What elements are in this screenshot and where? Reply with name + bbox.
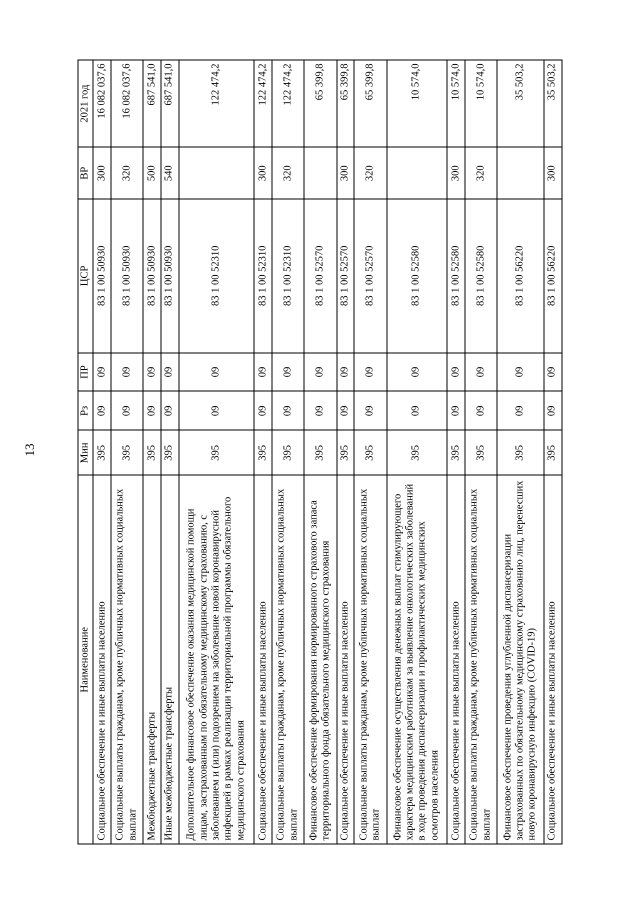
cell-min: 395 xyxy=(337,430,355,475)
cell-amount: 65 399,8 xyxy=(354,60,386,147)
cell-pr: 09 xyxy=(272,353,304,392)
header-rz: Рз xyxy=(78,391,93,430)
cell-pr: 09 xyxy=(447,353,465,392)
header-pr: ПР xyxy=(78,353,93,392)
cell-csr: 83 1 00 52580 xyxy=(447,199,465,353)
cell-amount: 65 399,8 xyxy=(337,60,355,147)
cell-rz: 09 xyxy=(337,391,355,430)
cell-pr: 09 xyxy=(93,353,111,392)
budget-table xyxy=(78,60,563,845)
header-vr: ВР xyxy=(78,147,93,199)
cell-vr xyxy=(497,147,544,199)
cell-rz: 09 xyxy=(179,391,254,430)
cell-vr xyxy=(304,147,336,199)
cell-csr: 83 1 00 52570 xyxy=(354,199,386,353)
cell-csr: 83 1 00 50930 xyxy=(93,199,111,353)
cell-name: Финансовое обеспечение осуществления денежных выплат стимулирующего характера медицинским работникам за выявление онкологических заболеваний в ходе проведения диспансеризации и профилактических медицинских осмотров населения xyxy=(387,475,448,844)
cell-name: Финансовое обеспечение проведения углубленной диспансеризации застрахованных по обязательному медицинскому страхованию лиц, перенесших новую коронавирусную инфекцию (COVID-19) xyxy=(497,475,544,844)
cell-rz: 09 xyxy=(143,391,161,430)
cell-rz: 09 xyxy=(93,391,111,430)
cell-min: 395 xyxy=(544,430,562,475)
cell-pr: 09 xyxy=(304,353,336,392)
table-row xyxy=(161,60,179,844)
cell-name: Иные межбюджетные трансферты xyxy=(161,475,179,844)
cell-pr: 09 xyxy=(111,353,143,392)
header-amount: 2021 год xyxy=(78,60,93,147)
cell-amount: 10 574,0 xyxy=(465,60,497,147)
header-min: Мин xyxy=(78,430,93,475)
header-name: Наименование xyxy=(78,475,93,844)
cell-pr: 09 xyxy=(161,353,179,392)
cell-vr: 320 xyxy=(272,147,304,199)
cell-amount: 65 399,8 xyxy=(304,60,336,147)
cell-csr: 83 1 00 56220 xyxy=(497,199,544,353)
cell-vr: 300 xyxy=(254,147,272,199)
cell-csr: 83 1 00 56220 xyxy=(544,199,562,353)
cell-amount: 16 082 037,6 xyxy=(111,60,143,147)
cell-name: Социальное обеспечение и иные выплаты населению xyxy=(337,475,355,844)
table-row xyxy=(179,60,254,844)
cell-csr: 83 1 00 52310 xyxy=(272,199,304,353)
table-row xyxy=(447,60,465,844)
table-row xyxy=(465,60,497,844)
cell-amount: 122 474,2 xyxy=(272,60,304,147)
cell-amount: 35 503,2 xyxy=(544,60,562,147)
table-row xyxy=(254,60,272,844)
table-row xyxy=(143,60,161,844)
table-row xyxy=(111,60,143,844)
cell-min: 395 xyxy=(111,430,143,475)
cell-vr xyxy=(387,147,448,199)
cell-csr: 83 1 00 52580 xyxy=(387,199,448,353)
cell-csr: 83 1 00 52570 xyxy=(304,199,336,353)
cell-amount: 16 082 037,6 xyxy=(93,60,111,147)
table-row xyxy=(387,60,448,844)
cell-vr: 500 xyxy=(143,147,161,199)
cell-pr: 09 xyxy=(143,353,161,392)
table-row xyxy=(304,60,336,844)
cell-name: Финансовое обеспечение формирования нормированного страхового запаса территориального фонда обязательного медицинского страхования xyxy=(304,475,336,844)
cell-vr: 320 xyxy=(354,147,386,199)
cell-vr: 300 xyxy=(544,147,562,199)
cell-amount: 10 574,0 xyxy=(447,60,465,147)
cell-rz: 09 xyxy=(447,391,465,430)
table-row xyxy=(497,60,544,844)
cell-amount: 10 574,0 xyxy=(387,60,448,147)
cell-rz: 09 xyxy=(544,391,562,430)
cell-amount: 122 474,2 xyxy=(254,60,272,147)
table-row xyxy=(93,60,111,844)
cell-pr: 09 xyxy=(179,353,254,392)
cell-min: 395 xyxy=(465,430,497,475)
cell-name: Социальное обеспечение и иные выплаты населению xyxy=(93,475,111,844)
cell-csr: 83 1 00 52580 xyxy=(465,199,497,353)
cell-name: Дополнительное финансовое обеспечение оказания медицинской помощи лицам, застрахованным по обязательному медицинскому страхованию, с заболеванием и (или) подозрением на заболевание новой коронавирусной инфекцией в рамках реализации территориальной программы обязательного медицинского страхования xyxy=(179,475,254,844)
cell-min: 395 xyxy=(354,430,386,475)
cell-min: 395 xyxy=(93,430,111,475)
cell-min: 395 xyxy=(254,430,272,475)
cell-amount: 35 503,2 xyxy=(497,60,544,147)
cell-vr: 320 xyxy=(465,147,497,199)
cell-csr: 83 1 00 52310 xyxy=(179,199,254,353)
cell-min: 395 xyxy=(387,430,448,475)
cell-min: 395 xyxy=(497,430,544,475)
cell-name: Социальное обеспечение и иные выплаты населению xyxy=(254,475,272,844)
cell-min: 395 xyxy=(447,430,465,475)
cell-csr: 83 1 00 52570 xyxy=(337,199,355,353)
cell-vr: 320 xyxy=(111,147,143,199)
table-header-row xyxy=(78,60,93,844)
cell-min: 395 xyxy=(179,430,254,475)
cell-amount: 122 474,2 xyxy=(179,60,254,147)
cell-name: Социальные выплаты гражданам, кроме публичных нормативных социальных выплат xyxy=(111,475,143,844)
cell-min: 395 xyxy=(304,430,336,475)
table-body xyxy=(93,60,562,844)
rotated-table-container xyxy=(78,60,563,845)
cell-amount: 687 541,0 xyxy=(143,60,161,147)
header-csr: ЦСР xyxy=(78,199,93,353)
table-row xyxy=(272,60,304,844)
cell-name: Социальное обеспечение и иные выплаты населению xyxy=(447,475,465,844)
cell-name: Социальные выплаты гражданам, кроме публичных нормативных социальных выплат xyxy=(272,475,304,844)
cell-name: Социальные выплаты гражданам, кроме публичных нормативных социальных выплат xyxy=(354,475,386,844)
cell-min: 395 xyxy=(161,430,179,475)
cell-rz: 09 xyxy=(272,391,304,430)
cell-pr: 09 xyxy=(337,353,355,392)
cell-rz: 09 xyxy=(387,391,448,430)
cell-rz: 09 xyxy=(304,391,336,430)
cell-pr: 09 xyxy=(497,353,544,392)
cell-min: 395 xyxy=(272,430,304,475)
cell-rz: 09 xyxy=(465,391,497,430)
cell-rz: 09 xyxy=(497,391,544,430)
cell-name: Межбюджетные трансферты xyxy=(143,475,161,844)
cell-vr xyxy=(179,147,254,199)
table-row xyxy=(354,60,386,844)
cell-min: 395 xyxy=(143,430,161,475)
cell-vr: 300 xyxy=(337,147,355,199)
cell-pr: 09 xyxy=(544,353,562,392)
cell-vr: 540 xyxy=(161,147,179,199)
cell-vr: 300 xyxy=(93,147,111,199)
cell-pr: 09 xyxy=(387,353,448,392)
cell-pr: 09 xyxy=(465,353,497,392)
cell-rz: 09 xyxy=(111,391,143,430)
cell-rz: 09 xyxy=(161,391,179,430)
cell-rz: 09 xyxy=(254,391,272,430)
cell-amount: 687 541,0 xyxy=(161,60,179,147)
cell-csr: 83 1 00 50930 xyxy=(161,199,179,353)
cell-name: Социальное обеспечение и иные выплаты населению xyxy=(544,475,562,844)
cell-pr: 09 xyxy=(354,353,386,392)
cell-pr: 09 xyxy=(254,353,272,392)
cell-csr: 83 1 00 50930 xyxy=(111,199,143,353)
cell-csr: 83 1 00 52310 xyxy=(254,199,272,353)
cell-rz: 09 xyxy=(354,391,386,430)
cell-vr: 300 xyxy=(447,147,465,199)
cell-name: Социальные выплаты гражданам, кроме публичных нормативных социальных выплат xyxy=(465,475,497,844)
table-row xyxy=(337,60,355,844)
page-number: 13 xyxy=(22,443,37,457)
cell-csr: 83 1 00 50930 xyxy=(143,199,161,353)
table-row xyxy=(544,60,562,844)
